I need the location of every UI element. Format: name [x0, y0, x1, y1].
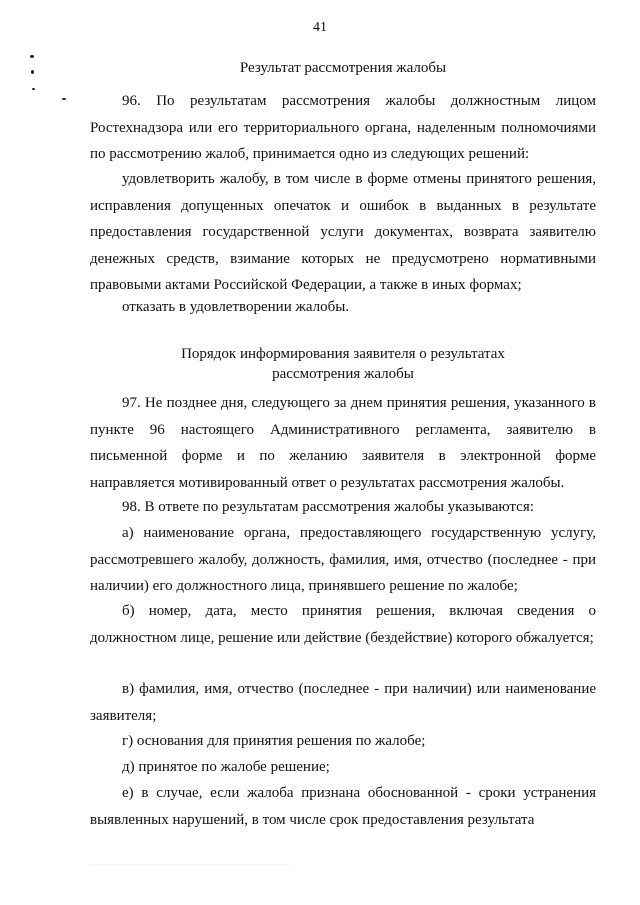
section-title-line1: Порядок информирования заявителя о результатах — [181, 346, 505, 362]
scan-mark — [31, 70, 34, 74]
scan-mark — [32, 88, 35, 90]
paragraph-98-d: д) принятое по жалобе решение; — [122, 759, 330, 775]
paragraph-98-b: б) номер, дата, место принятия решения, включая сведения о должностном лице, решение или действие (бездействие) которого обжалуется; — [90, 603, 596, 646]
scan-mark — [62, 98, 66, 100]
paragraph-satisfy: удовлетворить жалобу, в том числе в форме отмены принятого решения, исправления допущенных опечаток и ошибок в выданных в результате предоставления государственной услуги документах, возврата заявителю денежных средств, взимание которых не предусмотрено нормативными правовыми актами Российской Федерации, а также в иных формах; — [90, 171, 596, 293]
section-title-informing — [90, 344, 596, 384]
paragraph-98: 98. В ответе по результатам рассмотрения жалобы указываются: — [122, 499, 534, 515]
scan-noise — [90, 854, 290, 865]
page-number: 41 — [313, 20, 327, 35]
scan-mark — [30, 55, 34, 58]
section-title-line2: рассмотрения жалобы — [272, 366, 414, 382]
paragraph-96: 96. По результатам рассмотрения жалобы должностным лицом Ростехнадзора или его территориального органа, наделенным полномочиями по рассмотрению жалоб, принимается одно из следующих решений: — [90, 93, 596, 162]
paragraph-refuse: отказать в удовлетворении жалобы. — [122, 299, 350, 315]
paragraph-98-a: а) наименование органа, предоставляющего государственную услугу, рассмотревшего жалобу, должность, фамилия, имя, отчество (последнее - при наличии) его должностного лица, принявшего решение по жалобе; — [90, 525, 596, 594]
paragraph-98-g: г) основания для принятия решения по жалобе; — [122, 733, 426, 749]
paragraph-98-v: в) фамилия, имя, отчество (последнее - при наличии) или наименование заявителя; — [90, 681, 596, 724]
section-title-result: Результат рассмотрения жалобы — [239, 60, 447, 76]
paragraph-97: 97. Не позднее дня, следующего за днем принятия решения, указанного в пункте 96 настоящего Административного регламента, заявителю в письменной форме и по желанию заявителя в электронной форме направляется мотивированный ответ о результатах рассмотрения жалобы. — [90, 395, 596, 491]
paragraph-98-e: е) в случае, если жалоба признана обоснованной - сроки устранения выявленных нарушений, в том числе срок предоставления результата — [90, 785, 596, 828]
